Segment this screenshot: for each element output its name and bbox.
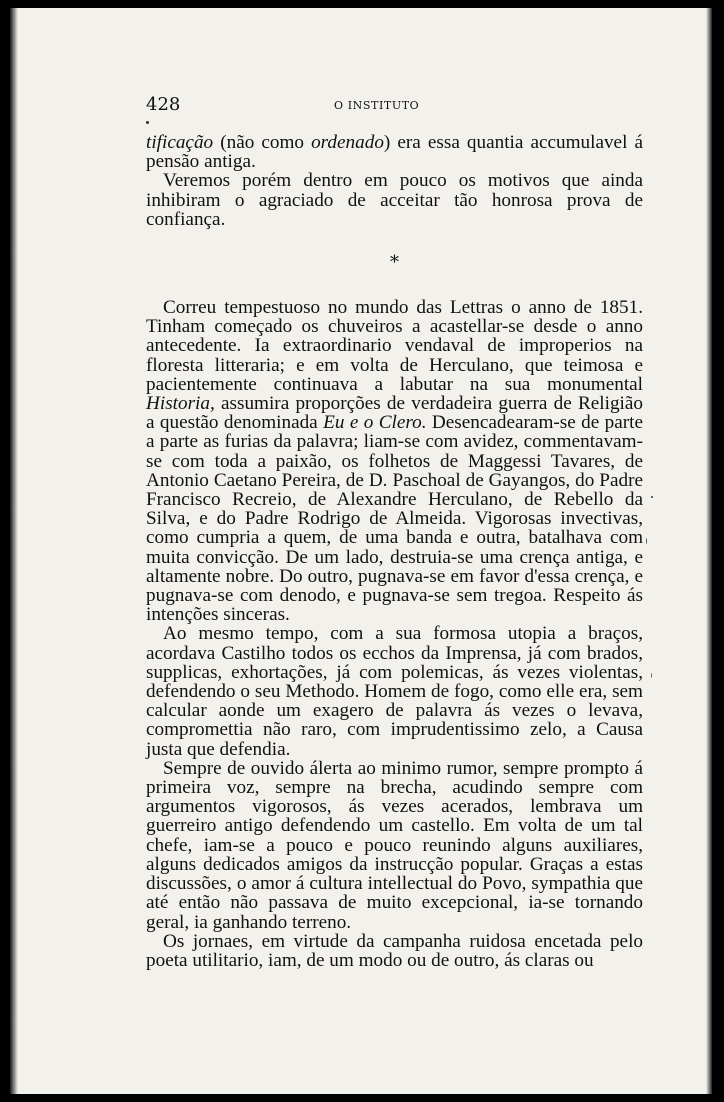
paragraph: Os jornaes, em virtude da campanha ruidosa encetada pelo poeta utilitario, iam, de um modo ou de outro, ás claras ou bbox=[146, 930, 643, 971]
section-separator-asterisk: * bbox=[390, 252, 399, 273]
ink-speck bbox=[146, 121, 149, 124]
paragraph-text: Correu tempestuoso no mundo das Lettras o anno de 1851. Tinham começado os chuveiros a acastellar-se desde o anno antecedente. Ia extraordinario vendaval de improperios na floresta litteraria; e em volta de Herculano, que teimosa e pacientemente continuava a labutar na sua monumental bbox=[146, 297, 643, 395]
paragraph-text: ) era essa quantia accumulavel á pensão antiga. bbox=[146, 132, 643, 173]
ink-speck bbox=[651, 496, 653, 498]
running-head bbox=[146, 94, 651, 118]
ink-speck bbox=[646, 538, 647, 544]
italic-word: ordenado bbox=[311, 132, 384, 153]
scanned-page bbox=[10, 8, 712, 1094]
italic-title: Eu e o Clero. bbox=[323, 412, 427, 434]
right-page-edge-shadow bbox=[706, 8, 712, 1094]
paragraph bbox=[146, 133, 643, 171]
italic-word: tificação bbox=[146, 132, 214, 153]
italic-title: Historia, bbox=[146, 393, 215, 415]
ink-speck bbox=[651, 673, 652, 678]
journal-title: O INSTITUTO bbox=[334, 99, 420, 112]
paragraph: Veremos porém dentro em pouco os motivos que ainda inhibiram o agraciado de acceitar tão honrosa prova de confiança. bbox=[146, 170, 643, 230]
paragraph bbox=[146, 298, 643, 624]
paragraph: Ao mesmo tempo, com a sua formosa utopia a braços, acordava Castilho todos os ecchos da Imprensa, já com brados, supplicas, exhortações, já com polemicas, ás vezes violentas, defendendo o seu Methodo. Homem de fogo, como elle era, sem calcular aonde um exagero de palavra ás vezes o levava, compromettia não raro, com imprudentissimo zelo, a Causa justa que defendia. bbox=[146, 623, 643, 760]
paragraph-text: Desencadearam-se de parte a parte as furias da palavra; liam-se com avidez, commentavam-se com toda a paixão, os folhetos de Maggessi Tavares, de Antonio Caetano Pereira, de D. Paschoal de Gayangos, do Padre Francisco Recreio, de Alexandre Herculano, de Rebello da Silva, e do Padre Rodrigo de Almeida. Vigorosas invectivas, como cumpria a quem, de uma banda e outra, batalhava com muita convicção. De um lado, destruia-se uma crença antiga, e altamente nobre. Do outro, pugnava-se em favor d'essa crença, e pugnava-se com denodo, e pugnava-se sem tregoa. Respeito ás intenções sinceras. bbox=[146, 412, 643, 626]
paragraph-text: (não como bbox=[213, 132, 312, 153]
text-section-main bbox=[146, 298, 643, 970]
paragraph-text: assumira proporções de verdadeira guerra de Religião a questão denominada bbox=[146, 393, 643, 434]
page-number: 428 bbox=[146, 94, 181, 115]
paragraph: Sempre de ouvido álerta ao minimo rumor, sempre prompto á primeira voz, sempre na brecha, acudindo sempre com argumentos vigorosos, ás vezes acerados, lembrava um guerreiro antigo defendendo um castello. Em volta de um tal chefe, iam-se a pouco e pouco reunindo alguns auxiliares, alguns dedicados amigos da instrucção popular. Graças a estas discussões, o amor á cultura intellectual do Povo, sympathia que até então não passava de muito excepcional, ia-se tornando geral, ia ganhando terreno. bbox=[146, 757, 643, 933]
left-page-edge-shadow bbox=[10, 8, 18, 1094]
text-section-continuation bbox=[146, 133, 643, 229]
